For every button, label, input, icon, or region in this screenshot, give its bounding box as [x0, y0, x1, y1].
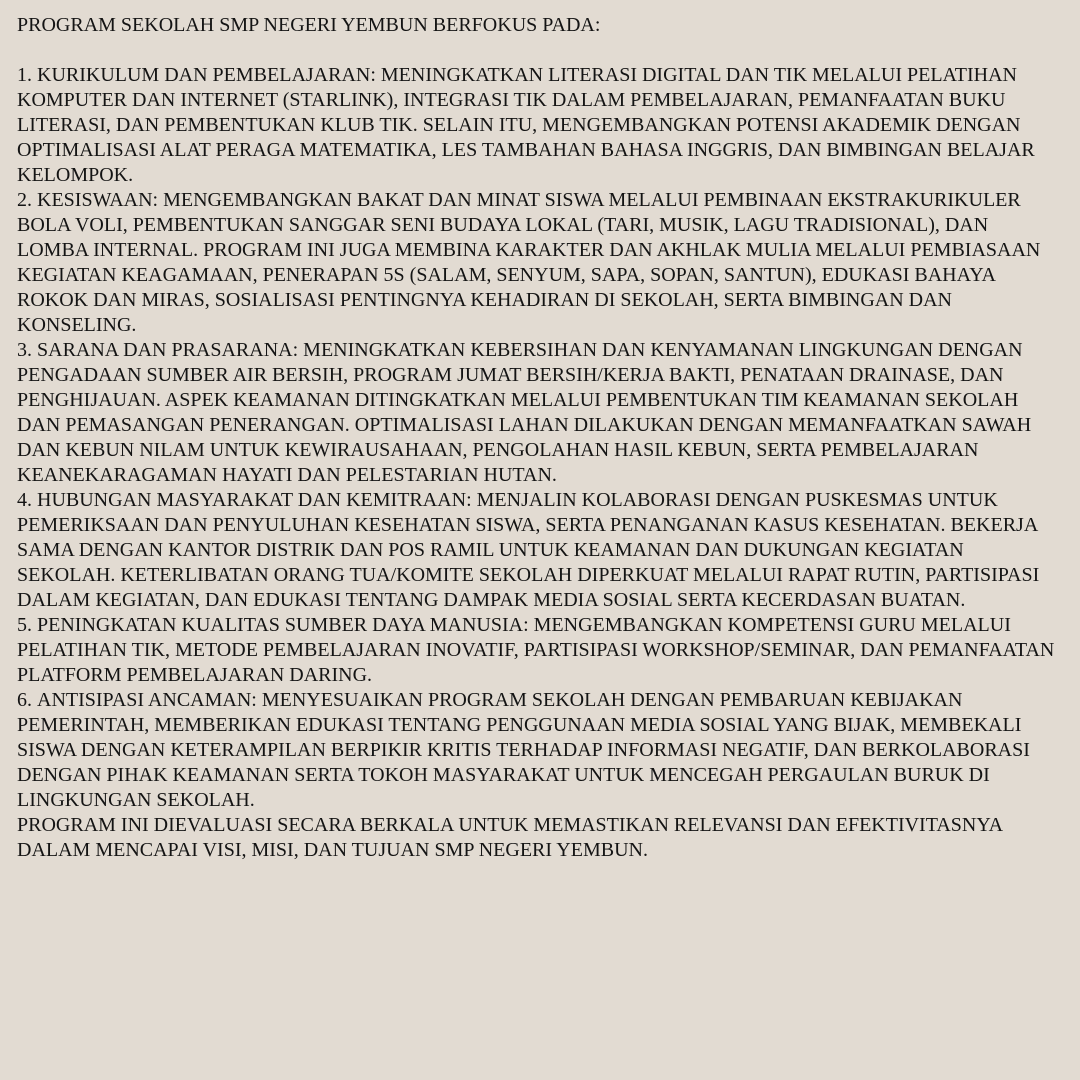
item-number: 4.	[17, 489, 32, 511]
item-text: HUBUNGAN MASYARAKAT DAN KEMITRAAN: MENJALIN KOLABORASI DENGAN PUSKESMAS UNTUK PEMERIKSAAN DAN PENYULUHAN KESEHATAN SISWA, SERTA PENANGANAN KASUS KESEHATAN. BEKERJA SAMA DENGAN KANTOR DISTRIK DAN POS RAMIL UNTUK KEAMANAN DAN DUKUNGAN KEGIATAN SEKOLAH. KETERLIBATAN ORANG TUA/KOMITE SEKOLAH DIPERKUAT MELALUI RAPAT RUTIN, PARTISIPASI DALAM KEGIATAN, DAN EDUKASI TENTANG DAMPAK MEDIA SOSIAL SERTA KECERDASAN BUATAN.	[17, 489, 1040, 611]
program-item-facilities	[17, 338, 1062, 488]
program-item-community-relations	[17, 488, 1062, 613]
program-item-student-affairs	[17, 188, 1062, 338]
item-text: KURIKULUM DAN PEMBELAJARAN: MENINGKATKAN LITERASI DIGITAL DAN TIK MELALUI PELATIHAN KOMPUTER DAN INTERNET (STARLINK), INTEGRASI TIK DALAM PEMBELAJARAN, PEMANFAATAN BUKU LITERASI, DAN PEMBENTUKAN KLUB TIK. SELAIN ITU, MENGEMBANGKAN POTENSI AKADEMIK DENGAN OPTIMALISASI ALAT PERAGA MATEMATIKA, LES TAMBAHAN BAHASA INGGRIS, DAN BIMBINGAN BELAJAR KELOMPOK.	[17, 64, 1035, 186]
program-item-curriculum	[17, 63, 1062, 188]
item-number: 1.	[17, 64, 32, 86]
blank-line	[17, 38, 1062, 63]
closing-statement: PROGRAM INI DIEVALUASI SECARA BERKALA UNTUK MEMASTIKAN RELEVANSI DAN EFEKTIVITASNYA DALAM MENCAPAI VISI, MISI, DAN TUJUAN SMP NEGERI YEMBUN.	[17, 814, 1002, 861]
program-list	[17, 63, 1062, 813]
item-text: ANTISIPASI ANCAMAN: MENYESUAIKAN PROGRAM SEKOLAH DENGAN PEMBARUAN KEBIJAKAN PEMERINTAH, MEMBERIKAN EDUKASI TENTANG PENGGUNAAN MEDIA SOSIAL YANG BIJAK, MEMBEKALI SISWA DENGAN KETERAMPILAN BERPIKIR KRITIS TERHADAP INFORMASI NEGATIF, DAN BERKOLABORASI DENGAN PIHAK KEAMANAN SERTA TOKOH MASYARAKAT UNTUK MENCEGAH PERGAULAN BURUK DI LINGKUNGAN SEKOLAH.	[17, 689, 1030, 811]
item-number: 3.	[17, 339, 32, 361]
program-item-threat-anticipation	[17, 688, 1062, 813]
item-text: PENINGKATAN KUALITAS SUMBER DAYA MANUSIA: MENGEMBANGKAN KOMPETENSI GURU MELALUI PELATIHAN TIK, METODE PEMBELAJARAN INOVATIF, PARTISIPASI WORKSHOP/SEMINAR, DAN PEMANFAATAN PLATFORM PEMBELAJARAN DARING.	[17, 614, 1055, 686]
item-number: 2.	[17, 189, 32, 211]
item-number: 6.	[17, 689, 32, 711]
program-item-human-resources	[17, 613, 1062, 688]
item-number: 5.	[17, 614, 32, 636]
item-text: KESISWAAN: MENGEMBANGKAN BAKAT DAN MINAT SISWA MELALUI PEMBINAAN EKSTRAKURIKULER BOLA VOLI, PEMBENTUKAN SANGGAR SENI BUDAYA LOKAL (TARI, MUSIK, LAGU TRADISIONAL), DAN LOMBA INTERNAL. PROGRAM INI JUGA MEMBINA KARAKTER DAN AKHLAK MULIA MELALUI PEMBIASAAN KEGIATAN KEAGAMAAN, PENERAPAN 5S (SALAM, SENYUM, SAPA, SOPAN, SANTUN), EDUKASI BAHAYA ROKOK DAN MIRAS, SOSIALISASI PENTINGNYA KEHADIRAN DI SEKOLAH, SERTA BIMBINGAN DAN KONSELING.	[17, 189, 1041, 336]
item-text: SARANA DAN PRASARANA: MENINGKATKAN KEBERSIHAN DAN KENYAMANAN LINGKUNGAN DENGAN PENGADAAN SUMBER AIR BERSIH, PROGRAM JUMAT BERSIH/KERJA BAKTI, PENATAAN DRAINASE, DAN PENGHIJAUAN. ASPEK KEAMANAN DITINGKATKAN MELALUI PEMBENTUKAN TIM KEAMANAN SEKOLAH DAN PEMASANGAN PENERANGAN. OPTIMALISASI LAHAN DILAKUKAN DENGAN MEMANFAATKAN SAWAH DAN KEBUN NILAM UNTUK KEWIRAUSAHAAN, PENGOLAHAN HASIL KEBUN, SERTA PEMBELAJARAN KEANEKARAGAMAN HAYATI DAN PELESTARIAN HUTAN.	[17, 339, 1032, 486]
document-heading: PROGRAM SEKOLAH SMP NEGERI YEMBUN BERFOKUS PADA:	[17, 14, 601, 36]
